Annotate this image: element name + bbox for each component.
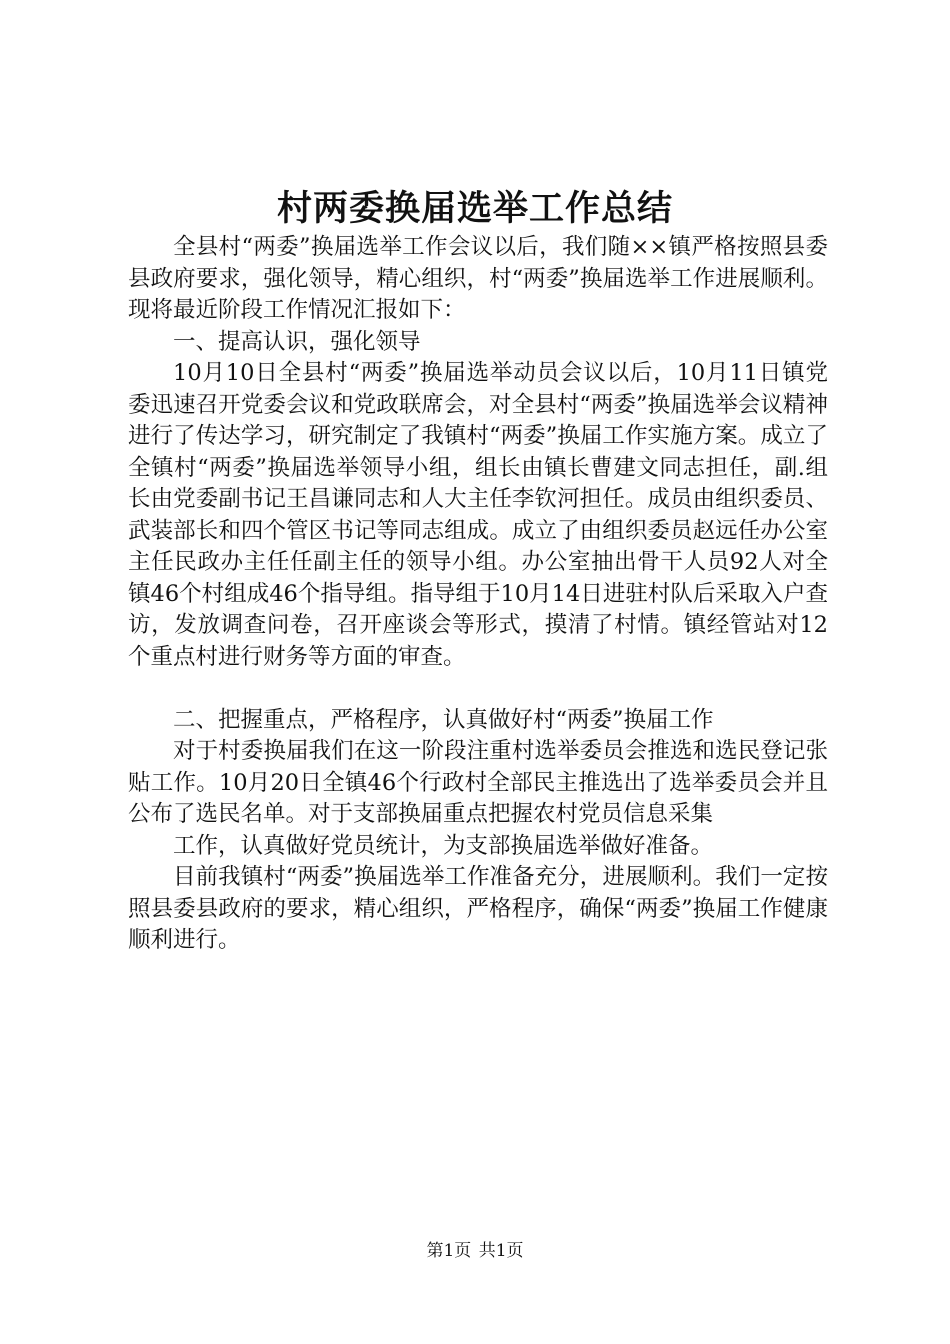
document-title: 村两委换届选举工作总结	[276, 188, 673, 229]
paragraph-intro: 全县村“两委”换届选举工作会议以后，我们随××镇严格按照县委县政府要求，强化领导，精心组织，村“两委”换届选举工作进展顺利。现将最近阶段工作情况汇报如下：	[128, 234, 828, 323]
page-number: 第1页	[426, 1241, 472, 1261]
section-heading-2: 二、把握重点，严格程序，认真做好村“两委”换届工作	[173, 706, 714, 733]
page-footer	[0, 1239, 950, 1263]
document-body	[128, 232, 828, 957]
page-total: 共1页	[478, 1241, 524, 1261]
paragraph-section-2: 对于村委换届我们在这一阶段注重村选举委员会推选和选民登记张贴工作。10月20日全镇46个行政村全部民主推选出了选举委员会并且公布了选民名单。对于支部换届重点把握农村党员信息采集	[128, 738, 828, 827]
paragraph-section-1: 10月10日全县村“两委”换届选举动员会议以后，10月11日镇党委迅速召开党委会议和党政联席会，对全县村“两委”换届选举会议精神进行了传达学习，研究制定了我镇村“两委”换届工作实施方案。成立了全镇村“两委”换届选举领导小组，组长由镇长曹建文同志担任，副.组长由党委副书记王昌谦同志和人大主任李钦河担任。成员由组织委员、武装部长和四个管区书记等同志组成。成立了由组织委员赵远任办公室主任民政办主任任副主任的领导小组。办公室抽出骨干人员92人对全镇46个村组成46个指导组。指导组于10月14日进驻村队后采取入户查访，发放调查问卷，召开座谈会等形式，摸清了村情。镇经管站对12个重点村进行财务等方面的审查。	[128, 360, 828, 670]
section-heading-1: 一、提高认识，强化领导	[173, 328, 421, 355]
paragraph-conclusion: 目前我镇村“两委”换届选举工作准备充分，进展顺利。我们一定按照县委县政府的要求，精心组织，严格程序，确保“两委”换届工作健康顺利进行。	[128, 864, 828, 953]
paragraph-section-2-continued: 工作，认真做好党员统计，为支部换届选举做好准备。	[173, 832, 714, 859]
